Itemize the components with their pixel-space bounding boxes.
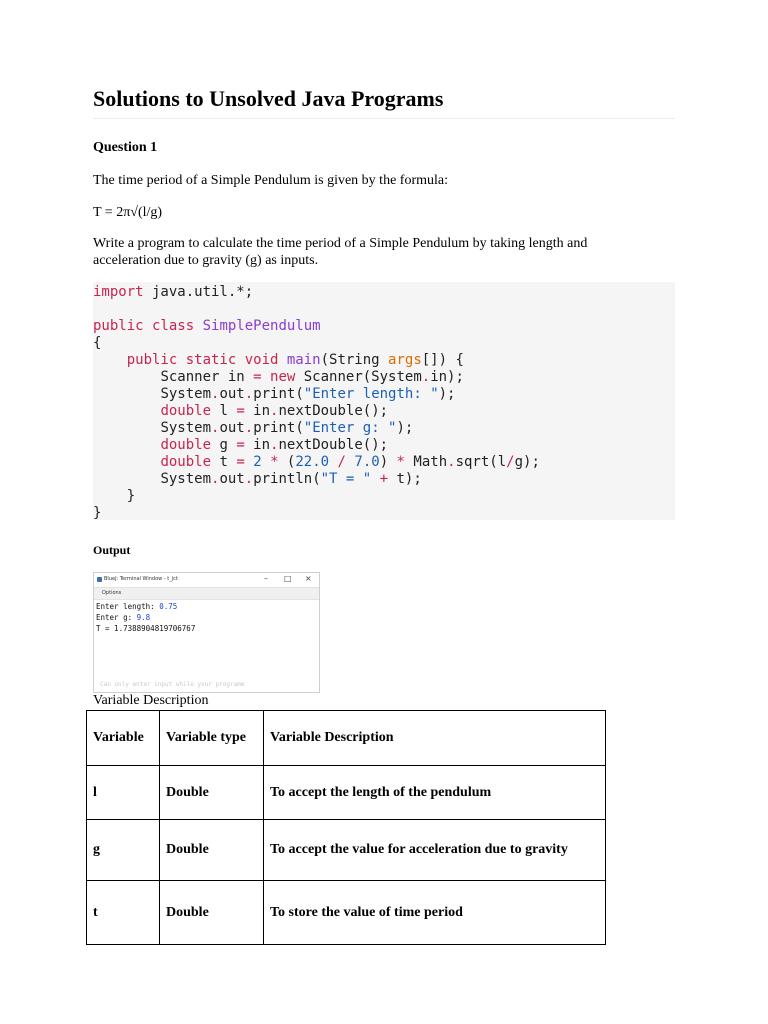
- task-line-2: acceleration due to gravity (g) as inputs.: [93, 253, 319, 268]
- terminal-title-bar: [94, 573, 319, 587]
- code-block: [93, 282, 675, 520]
- output-label: Output: [93, 543, 131, 557]
- table-header-row: [87, 711, 606, 766]
- formula: T = 2π√(l/g): [93, 205, 163, 220]
- cell-variable: g: [87, 820, 160, 881]
- variable-description-table: [86, 710, 606, 945]
- terminal-window-screenshot: [93, 572, 320, 693]
- header-variable: Variable: [87, 711, 160, 766]
- cell-variable: t: [87, 881, 160, 945]
- cell-description: To accept the value for acceleration due to gravity: [264, 820, 606, 881]
- terminal-title: BlueJ: Terminal Window - t_jct: [104, 576, 178, 582]
- header-variable-type: Variable type: [160, 711, 264, 766]
- cell-type: Double: [160, 881, 264, 945]
- table-row: [87, 881, 606, 945]
- table-row: [87, 766, 606, 820]
- cell-description: To accept the length of the pendulum: [264, 766, 606, 820]
- header-variable-description: Variable Description: [264, 711, 606, 766]
- cell-type: Double: [160, 820, 264, 881]
- terminal-hint: Can only enter input while your programm: [100, 681, 245, 688]
- table-row: [87, 820, 606, 881]
- code-text: import java.util.*; public class SimplePendulum { public static void main(String args[]) { Scanner in = new Scanner(System.in); System.out.print("Enter length: "); double l = in.nextDouble(); System.out.print("Enter g: "); double g = in.nextDouble(); double t = 2 * (22.0 / 7.0) * Math.sqrt(l/g); System.out.println("T = " + t); } }: [93, 284, 540, 521]
- terminal-output: Enter length: 0.75 Enter g: 9.8 T = 1.7388904819706767: [96, 602, 196, 633]
- cell-variable: l: [87, 766, 160, 820]
- question-intro: The time period of a Simple Pendulum is given by the formula:: [93, 173, 448, 188]
- minimize-icon: –: [264, 574, 268, 583]
- terminal-menu-options: Options: [94, 587, 319, 600]
- maximize-icon: □: [284, 574, 292, 583]
- bluej-icon: [97, 577, 102, 582]
- cell-description: To store the value of time period: [264, 881, 606, 945]
- table-caption: Variable Description: [93, 693, 209, 708]
- cell-type: Double: [160, 766, 264, 820]
- close-icon: ×: [305, 574, 312, 583]
- page-title: Solutions to Unsolved Java Programs: [93, 86, 444, 111]
- task-line-1: Write a program to calculate the time period of a Simple Pendulum by taking length and: [93, 236, 588, 251]
- question-heading: Question 1: [93, 140, 158, 155]
- title-divider: [93, 118, 675, 119]
